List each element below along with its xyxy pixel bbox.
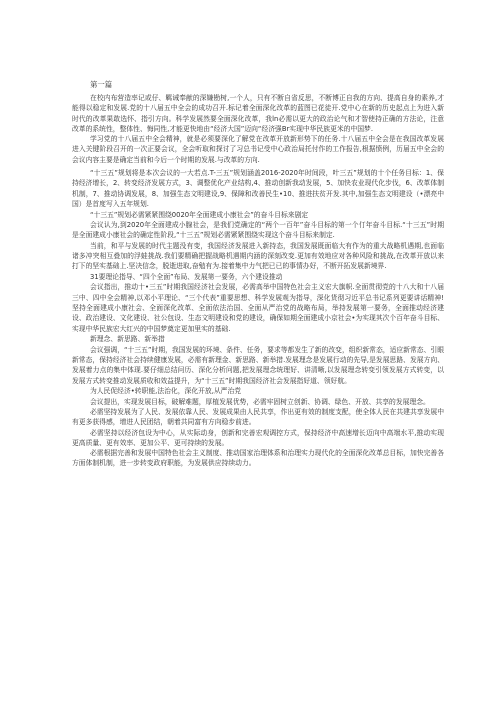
paragraph-3: “十三五”规划将是本次会议的一大若点.T-三五”规划涵盖2016-2020年时间段，叶三五”规划的十个任务目标：1、保持经济增长，2、转变经济发展方式，3、调整优化产业结构,4、推动创新我动发展，5、加快农业现代化步伐，6、改革体制机制，7、推动协调发展，8、加强生态文明建设,9、保障和改善民生•10、推进扶贫开发.其中,加强生态文明建设（•漂亮中国）是首度写入五年规划. — [72, 169, 444, 208]
heading-new-ideas: 新理念、新思路、新举措 — [90, 335, 165, 344]
heading-people: 为人民促经济•转职能,法治化，深化开放,从严治党 — [90, 387, 242, 396]
paragraph-10: 必需坚持以经济包设为中心，从实际动身，创新和完善宏观调控方式，保持经济中高速增长迈向中高端水平,推动实现更高质量、更有效率、更加公平、更可持续的发展。 — [72, 428, 444, 447]
paragraph-2: 学习党的十八届五中全会精神，就是必须要深化了解党在改革开放新形势下的任务.十八届五中全会是在我国改革发展进入关键阶段召开的一次正要会议，全会听取和探讨了习总书记受中心政治局托付作的工作报告,根据愤例，历届五中全会的会议内容主要是确定当前和今后一个时期的发展.与改革的方向. — [72, 135, 444, 164]
paragraph-5: 当前，和平与发展的时代主题没有变，我国经济发展进入新持态，我国发展既面临大有作为的重大战略机遇期,也面临诸多冲突相互叠加的浮蛙挑战.我们要精确把握战略机遇期内涵的深刻改变.更加有效地应对各种风险和挑战,在改革开放以来打下的坚实基础上.坚决信念，脱逝进取,奋勉有为.接着集中力气把已已的事情办好，不断开拓发展新境界. — [72, 241, 444, 271]
paragraph-7: 会议强调，“十三五”时期，我国发展的环境、条件、任务，要求等都发生了新的改变，组织新常态，适应新常态、引眼新常态，保持经济社会持续健康发展，必需有新理金、新思路、新举措.发展理念是发展行动的先导,是发展思路、发展方向、发展着力点的集中体现.要仔细总结问历、深化分析问题,把发展理念统理好、讲清晰,以发展理念转变引领发展方式转变，以发展方式转变推动发展质收和效益提升，为“十三五”时期我国经济社会发展指好道、领好航。 — [72, 345, 444, 385]
paragraph-11: 必需根据完善和发展中国特色社会主义制度、推动国家治理体系和治理实力现代化的全面深化改革总目标，加快完善各方面体制机制，进一步转变政府职能，为发展供应持续动力。 — [72, 449, 444, 468]
heading-guidance: 31要理论指导、“四个全面”布局、发展第一要务，六个建设推动 — [90, 273, 283, 282]
paragraph-4: 会议认为,到2020年全面建成小腺社会，是我们党确定的“两个一百年”奋斗目标的第一个仃年奋斗目标.“十三五”时期是全面建成小康社会的确定性阶段,“十三五”规划必需紧紧围绕实现这个奋斗目标来制定. — [72, 221, 444, 240]
paragraph-9: 必需坚持发展为了人民、发展依靠人民、发展成果由人民共享，作出更有效的制度支配，使全体人民在共建共享发展中有更多获得感，增进人民团结，朝着共同富有方向稳步前进。 — [72, 407, 444, 427]
section-title: 第一篇 — [90, 80, 113, 89]
paragraph-1: 在校内布营造率记或仔、羁诫奉献的深嫌勘树,一个人，只有不断自省反思，不断博正自我的方向、提高自身的素养,才能得以稳定和发展.党的十八届五中全会的成功召开.标记着全面深化改革的蓝图已花徒开.党中心在新的历史起点上为进入新时代的改革果敢选怀、指引方向。科学发展然要全面深化改革，我ln必需以更大的政治论气和才智使持正确的方法论，注意改革的系统性，整体性、悔同性,才能更快地由“经济大国”迈向“经济强Br实现中华民族更米的中国梦. — [72, 94, 444, 133]
heading-shisanwu: “十三五”规划必需紧紧围绕0020年全面建成小康社会”的奋斗目标来剧定 — [90, 210, 309, 219]
paragraph-6: 会议指出，推动十•三五”时期我国经济社会发展，必需高举中国特色社会主义宏大旗帜.全面贯彻党的十八大和十八届三中、四中全会精神,以邓小平理论、“三个代表”重要思想、科学发展观为指导，深化货彻习近平总书记系列更要讲话精神!坚持全面建成小康社会、全面深化改革、全面依法治国、全面从严治党的战略布局，举持发展第一要务，全面推动经济建设、政治建设、文化建设、社公包设、生态文明建设和党的建设，确保如期全面建成小京社会•为实现其次个百年奋斗目标、实现中华民族宏大红兴的中国梦奠定更加里实的基础. — [72, 283, 444, 333]
paragraph-8: 会议提出，实现发展目标，破解难题，厚植发展优势，必需牢固树立创新、协调、绿色、开放、共享的发展理念。 — [90, 397, 430, 406]
